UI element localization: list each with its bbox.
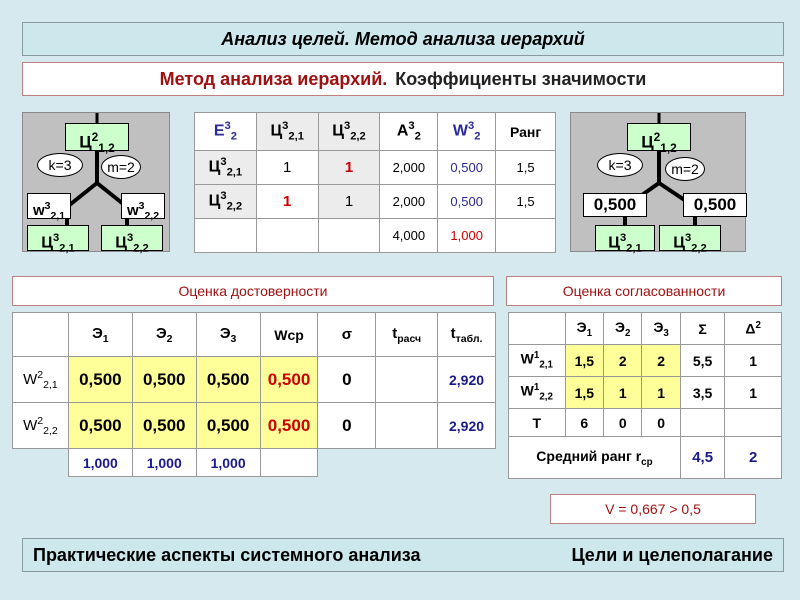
matrix-row-label-2: $Ц^3_{2,2}$ — [195, 185, 257, 219]
matrix-row-label-1: $Ц^3_{2,1}$ — [195, 151, 257, 185]
reliability-header-e1: $Э_1$ — [68, 313, 132, 357]
reliability-header-e3: $Э_3$ — [196, 313, 260, 357]
consistency-cell: 1 — [604, 377, 642, 409]
reliability-header-empty — [13, 313, 69, 357]
consistency-cell: 3,5 — [680, 377, 724, 409]
matrix-cell-empty — [496, 219, 556, 253]
reliability-cell: 0,500 — [132, 403, 196, 449]
consistency-header-row — [509, 313, 782, 345]
tree-right-m-label: m=2 — [665, 157, 705, 181]
reliability-cell: 0 — [318, 357, 376, 403]
reliability-header-sigma: σ — [318, 313, 376, 357]
matrix-cell: 1 — [318, 185, 380, 219]
reliability-header-wcp: Wcp — [260, 313, 318, 357]
reliability-total: 1,000 — [68, 449, 132, 477]
matrix-cell-empty — [256, 219, 318, 253]
reliability-cell — [376, 403, 438, 449]
consistency-cell: 0 — [604, 409, 642, 437]
matrix-cell: 2,000 — [380, 185, 438, 219]
consistency-header-e3: $Э_3$ — [642, 313, 680, 345]
tree-right-subgoal-1: $Ц^3_{2,1}$ — [595, 225, 655, 251]
reliability-total-row — [13, 449, 496, 477]
tree-left-m-label: m=2 — [101, 155, 141, 179]
matrix-row — [195, 151, 556, 185]
matrix-header-a: $A^3_2$ — [380, 113, 438, 151]
consistency-cell: 5,5 — [680, 345, 724, 377]
reliability-cell: 2,920 — [438, 403, 496, 449]
footer-left-text: Практические аспекты системного анализа — [33, 544, 421, 565]
matrix-cell: 1 — [256, 185, 318, 219]
matrix-cell: 0,500 — [438, 185, 496, 219]
tree-right-weight-1: 0,500 — [583, 193, 647, 217]
reliability-header-tcalc: $t_{расч}$ — [376, 313, 438, 357]
tree-left-subgoal-1: $Ц^3_{2,1}$ — [27, 225, 89, 251]
reliability-total: 1,000 — [132, 449, 196, 477]
reliability-cell-empty — [376, 449, 438, 477]
footer-right-text: Цели и целеполагание — [571, 544, 773, 565]
matrix-total-row — [195, 219, 556, 253]
matrix-header-row — [195, 113, 556, 151]
matrix-total-a: 4,000 — [380, 219, 438, 253]
concordance-coefficient: V = 0,667 > 0,5 — [550, 494, 756, 524]
matrix-cell: 1 — [318, 151, 380, 185]
matrix-header-c21: $Ц^3_{2,1}$ — [256, 113, 318, 151]
tree-left-weight-2: $w^3_{2,2}$ — [121, 193, 165, 219]
matrix-header-c22: $Ц^3_{2,2}$ — [318, 113, 380, 151]
reliability-cell-empty — [260, 449, 318, 477]
hierarchy-tree-right — [570, 112, 746, 255]
consistency-avg-delta: 2 — [725, 437, 782, 479]
hierarchy-tree-left — [22, 112, 170, 255]
consistency-cell: 1,5 — [565, 345, 603, 377]
tree-right-weight-2: 0,500 — [683, 193, 747, 217]
consistency-row — [509, 345, 782, 377]
tree-right-k-label: k=3 — [597, 153, 643, 177]
reliability-cell-empty — [318, 449, 376, 477]
page-title — [22, 22, 784, 56]
reliability-cell: 0 — [318, 403, 376, 449]
matrix-cell-empty — [318, 219, 380, 253]
consistency-cell: 1 — [725, 377, 782, 409]
consistency-row-label-1: $W^1_{2,1}$ — [509, 345, 566, 377]
page-title-text: Анализ целей. Метод анализа иерархий — [221, 28, 585, 49]
reliability-cell: 0,500 — [196, 357, 260, 403]
consistency-table — [508, 312, 782, 479]
subtitle-coefficients: Коэффициенты значимости — [395, 68, 647, 89]
reliability-cell: 0,500 — [260, 403, 318, 449]
consistency-header-delta: $\Delta^2$ — [725, 313, 782, 345]
consistency-cell: 2 — [604, 345, 642, 377]
consistency-cell: 1 — [642, 377, 680, 409]
consistency-avg-sum: 4,5 — [680, 437, 724, 479]
consistency-section-title: Оценка согласованности — [506, 276, 782, 306]
matrix-cell: 0,500 — [438, 151, 496, 185]
matrix-total-w: 1,000 — [438, 219, 496, 253]
footer-bar — [22, 538, 784, 572]
matrix-header-w: $W^3_2$ — [438, 113, 496, 151]
reliability-header-ttab: $t_{табл.}$ — [438, 313, 496, 357]
pairwise-matrix — [194, 112, 556, 253]
reliability-cell: 0,500 — [68, 403, 132, 449]
tree-right-root-goal: $Ц^2_{1,2}$ — [627, 123, 691, 151]
consistency-row — [509, 377, 782, 409]
consistency-avg-label: Средний ранг $r_{ср}$ — [509, 437, 681, 479]
reliability-cell — [376, 357, 438, 403]
consistency-cell-empty — [680, 409, 724, 437]
reliability-cell-empty — [438, 449, 496, 477]
reliability-row — [13, 357, 496, 403]
reliability-cell: 0,500 — [68, 357, 132, 403]
consistency-avg-row — [509, 437, 782, 479]
consistency-header-sum: Σ — [680, 313, 724, 345]
consistency-header-e1: $Э_1$ — [565, 313, 603, 345]
matrix-cell: 2,000 — [380, 151, 438, 185]
reliability-cell: 2,920 — [438, 357, 496, 403]
consistency-header-empty — [509, 313, 566, 345]
subtitle-method: Метод анализа иерархий. — [159, 68, 388, 89]
slide-subtitle — [22, 62, 784, 96]
reliability-cell: 0,500 — [132, 357, 196, 403]
consistency-cell-empty — [725, 409, 782, 437]
consistency-cell: 1,5 — [565, 377, 603, 409]
tree-left-root-goal: $Ц^2_{1,2}$ — [65, 123, 129, 151]
matrix-cell: 1 — [256, 151, 318, 185]
reliability-row-label-1: $W^2_{2,1}$ — [13, 357, 69, 403]
consistency-t-label: T — [509, 409, 566, 437]
consistency-cell: 0 — [642, 409, 680, 437]
reliability-total: 1,000 — [196, 449, 260, 477]
tree-left-weight-1: $w^3_{2,1}$ — [27, 193, 71, 219]
reliability-header-e2: $Э_2$ — [132, 313, 196, 357]
reliability-row — [13, 403, 496, 449]
reliability-table — [12, 312, 496, 477]
consistency-header-e2: $Э_2$ — [604, 313, 642, 345]
matrix-cell: 1,5 — [496, 185, 556, 219]
tree-right-subgoal-2: $Ц^3_{2,2}$ — [659, 225, 721, 251]
matrix-header-e: $E^3_2$ — [195, 113, 257, 151]
reliability-section-title: Оценка достоверности — [12, 276, 494, 306]
matrix-cell-empty — [195, 219, 257, 253]
consistency-t-row — [509, 409, 782, 437]
consistency-cell: 6 — [565, 409, 603, 437]
consistency-cell: 1 — [725, 345, 782, 377]
matrix-row — [195, 185, 556, 219]
tree-left-subgoal-2: $Ц^3_{2,2}$ — [101, 225, 163, 251]
consistency-row-label-2: $W^1_{2,2}$ — [509, 377, 566, 409]
reliability-row-label-2: $W^2_{2,2}$ — [13, 403, 69, 449]
consistency-cell: 2 — [642, 345, 680, 377]
reliability-cell-empty — [13, 449, 69, 477]
matrix-header-rank: Ранг — [496, 113, 556, 151]
reliability-cell: 0,500 — [260, 357, 318, 403]
matrix-cell: 1,5 — [496, 151, 556, 185]
reliability-cell: 0,500 — [196, 403, 260, 449]
reliability-header-row — [13, 313, 496, 357]
tree-left-k-label: k=3 — [37, 153, 83, 177]
